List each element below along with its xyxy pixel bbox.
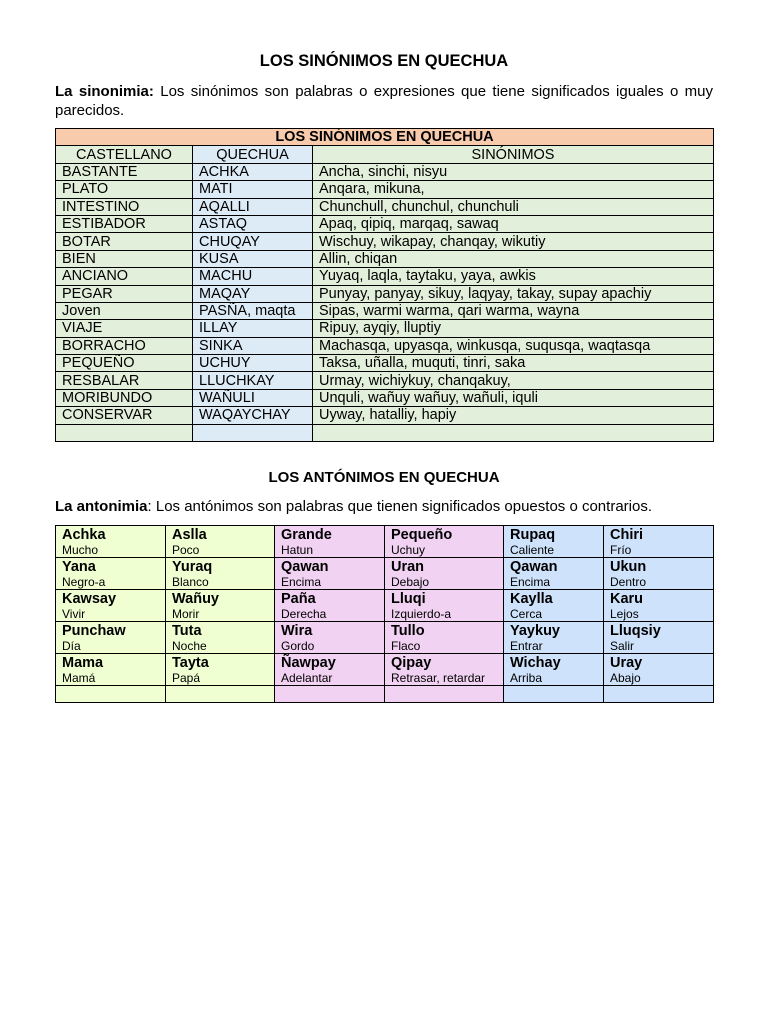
quechua-word: Pequeño	[391, 527, 453, 543]
antonym-cell	[604, 654, 714, 686]
empty-cell	[275, 686, 385, 703]
cell-quechua: ASTAQ	[193, 215, 313, 232]
cell-sinonimos: Taksa, uñalla, muquti, tinri, saka	[313, 355, 714, 372]
quechua-word: Qawan	[281, 559, 329, 575]
table-row	[56, 302, 714, 319]
cell-quechua: LLUCHKAY	[193, 372, 313, 389]
antonym-cell	[385, 590, 504, 622]
table-row	[56, 526, 714, 558]
cell-sinonimos: Uyway, hatalliy, hapiy	[313, 407, 714, 424]
antonym-cell	[604, 590, 714, 622]
cell-quechua: KUSA	[193, 250, 313, 267]
spanish-meaning: Frío	[610, 543, 632, 557]
table-row	[56, 198, 714, 215]
quechua-word: Ñawpay	[281, 655, 336, 671]
quechua-word: Tayta	[172, 655, 209, 671]
empty-cell	[166, 686, 275, 703]
spanish-meaning: Encima	[510, 575, 551, 589]
quechua-word: Aslla	[172, 527, 207, 543]
cell-quechua: UCHUY	[193, 355, 313, 372]
table-row	[56, 163, 714, 180]
antonym-cell	[56, 526, 166, 558]
cell-sinonimos: Allin, chiqan	[313, 250, 714, 267]
spanish-meaning: Hatun	[281, 543, 314, 557]
antonym-cell	[385, 654, 504, 686]
antonym-cell	[504, 654, 604, 686]
spanish-meaning: Encima	[281, 575, 322, 589]
cell-quechua: CHUQAY	[193, 233, 313, 250]
spanish-meaning: Uchuy	[391, 543, 426, 557]
antonym-cell	[504, 622, 604, 654]
column-sinonimos: SINÓNIMOS	[313, 146, 714, 163]
quechua-word: Yuraq	[172, 559, 213, 575]
cell-castellano: BOTAR	[56, 233, 193, 250]
synonym-intro-text: Los sinónimos son palabras o expresiones que tiene significados iguales o muy parecidos.	[55, 83, 713, 119]
cell-quechua: SINKA	[193, 337, 313, 354]
spanish-meaning: Morir	[172, 607, 200, 621]
quechua-word: Uran	[391, 559, 425, 575]
cell-castellano: PLATO	[56, 181, 193, 198]
spanish-meaning: Mamá	[62, 671, 96, 685]
quechua-word: Rupaq	[510, 527, 556, 543]
antonyms-table	[55, 525, 714, 703]
antonym-cell	[504, 558, 604, 590]
antonyms-title: LOS ANTÓNIMOS EN QUECHUA	[268, 469, 500, 486]
quechua-word: Kawsay	[62, 591, 117, 607]
antonym-cell	[504, 590, 604, 622]
empty-cell	[385, 686, 504, 703]
spanish-meaning: Mucho	[62, 543, 99, 557]
antonym-cell	[275, 526, 385, 558]
cell-sinonimos: Ripuy, ayqiy, lluptiy	[313, 320, 714, 337]
quechua-word: Paña	[281, 591, 316, 607]
cell-sinonimos: Ancha, sinchi, nisyu	[313, 163, 714, 180]
quechua-word: Wañuy	[172, 591, 219, 607]
antonym-cell	[275, 558, 385, 590]
table-row	[56, 250, 714, 267]
cell-sinonimos: Yuyaq, laqla, taytaku, yaya, awkis	[313, 268, 714, 285]
spanish-meaning: Caliente	[510, 543, 555, 557]
cell-sinonimos: Chunchull, chunchul, chunchuli	[313, 198, 714, 215]
spanish-meaning: Gordo	[281, 639, 315, 653]
quechua-word: Mama	[62, 655, 104, 671]
cell-quechua: MAQAY	[193, 285, 313, 302]
synonyms-table	[55, 128, 714, 442]
spanish-meaning: Día	[62, 639, 81, 653]
cell-castellano: RESBALAR	[56, 372, 193, 389]
quechua-word: Wichay	[510, 655, 561, 671]
cell-castellano: BIEN	[56, 250, 193, 267]
spanish-meaning: Debajo	[391, 575, 430, 589]
synonyms-table-header: LOS SINÓNIMOS EN QUECHUA	[56, 129, 714, 146]
cell-quechua: WAQAYCHAY	[193, 407, 313, 424]
cell-quechua: MATI	[193, 181, 313, 198]
cell-castellano: ANCIANO	[56, 268, 193, 285]
empty-cell	[313, 424, 714, 441]
quechua-word: Tuta	[172, 623, 202, 639]
page-title: LOS SINÓNIMOS EN QUECHUA	[259, 52, 509, 70]
spanish-meaning: Blanco	[172, 575, 209, 589]
quechua-word: Kaylla	[510, 591, 553, 607]
column-quechua: QUECHUA	[193, 146, 313, 163]
spanish-meaning: Flaco	[391, 639, 421, 653]
cell-quechua: MACHU	[193, 268, 313, 285]
antonym-cell	[56, 654, 166, 686]
antonym-cell	[166, 558, 275, 590]
table-row	[56, 268, 714, 285]
antonym-cell	[56, 622, 166, 654]
synonym-intro	[55, 82, 713, 120]
empty-cell	[604, 686, 714, 703]
spanish-meaning: Abajo	[610, 671, 641, 685]
cell-castellano: ESTIBADOR	[56, 215, 193, 232]
spanish-meaning: Vivir	[62, 607, 86, 621]
antonym-cell	[504, 526, 604, 558]
table-row	[56, 407, 714, 424]
empty-cell	[193, 424, 313, 441]
spanish-meaning: Lejos	[610, 607, 639, 621]
spanish-meaning: Cerca	[510, 607, 543, 621]
antonym-cell	[56, 558, 166, 590]
antonym-cell	[604, 558, 714, 590]
antonym-cell	[166, 622, 275, 654]
table-row	[56, 320, 714, 337]
quechua-word: Wira	[281, 623, 313, 639]
spanish-meaning: Papá	[172, 671, 201, 685]
cell-sinonimos: Sipas, warmi warma, qari warma, wayna	[313, 302, 714, 319]
quechua-word: Ukun	[610, 559, 647, 575]
antonym-cell	[166, 526, 275, 558]
table-row	[56, 337, 714, 354]
quechua-word: Qawan	[510, 559, 558, 575]
table-row	[56, 654, 714, 686]
table-row	[56, 285, 714, 302]
cell-castellano: Joven	[56, 302, 193, 319]
table-row	[56, 233, 714, 250]
spanish-meaning: Entrar	[510, 639, 543, 653]
quechua-word: Punchaw	[62, 623, 126, 639]
quechua-word: Achka	[62, 527, 106, 543]
synonyms-table-header-row	[56, 129, 714, 146]
antonym-cell	[604, 622, 714, 654]
spanish-meaning: Derecha	[281, 607, 327, 621]
spanish-meaning: Izquierdo-a	[391, 607, 452, 621]
spanish-meaning: Dentro	[610, 575, 647, 589]
cell-quechua: AQALLI	[193, 198, 313, 215]
cell-sinonimos: Unquli, wañuy wañuy, wañuli, iquli	[313, 389, 714, 406]
antonym-intro	[55, 497, 713, 516]
cell-sinonimos: Anqara, mikuna,	[313, 181, 714, 198]
spanish-meaning: Salir	[610, 639, 635, 653]
synonyms-table-columns	[56, 146, 714, 163]
quechua-word: Chiri	[610, 527, 644, 543]
cell-castellano: CONSERVAR	[56, 407, 193, 424]
spanish-meaning: Negro-a	[62, 575, 106, 589]
antonym-cell	[385, 622, 504, 654]
cell-castellano: VIAJE	[56, 320, 193, 337]
synonym-intro-label: La sinonimia:	[55, 83, 154, 100]
quechua-word: Tullo	[391, 623, 425, 639]
table-row	[56, 181, 714, 198]
antonym-cell	[56, 590, 166, 622]
quechua-word: Grande	[281, 527, 332, 543]
cell-quechua: WAÑULI	[193, 389, 313, 406]
table-row	[56, 558, 714, 590]
cell-sinonimos: Punyay, panyay, sikuy, laqyay, takay, supay apachiy	[313, 285, 714, 302]
table-row	[56, 355, 714, 372]
spanish-meaning: Arriba	[510, 671, 543, 685]
antonym-intro-text: : Los antónimos son palabras que tienen significados opuestos o contrarios.	[147, 498, 652, 515]
empty-cell	[504, 686, 604, 703]
quechua-word: Uray	[610, 655, 643, 671]
antonym-cell	[275, 654, 385, 686]
cell-castellano: PEGAR	[56, 285, 193, 302]
cell-castellano: PEQUEÑO	[56, 355, 193, 372]
cell-sinonimos: Urmay, wichiykuy, chanqakuy,	[313, 372, 714, 389]
table-row	[56, 622, 714, 654]
table-row	[56, 215, 714, 232]
cell-quechua: ILLAY	[193, 320, 313, 337]
column-castellano: CASTELLANO	[56, 146, 193, 163]
antonym-cell	[166, 654, 275, 686]
antonym-intro-label: La antonimia	[55, 498, 148, 515]
table-row-empty	[56, 424, 714, 441]
cell-sinonimos: Machasqa, upyasqa, winkusqa, suqusqa, waqtasqa	[313, 337, 714, 354]
antonym-cell	[166, 590, 275, 622]
empty-cell	[56, 686, 166, 703]
antonym-cell	[385, 558, 504, 590]
empty-cell	[56, 424, 193, 441]
quechua-word: Yana	[62, 559, 96, 575]
quechua-word: Yaykuy	[510, 623, 560, 639]
antonym-cell	[385, 526, 504, 558]
cell-castellano: BORRACHO	[56, 337, 193, 354]
cell-quechua: ACHKA	[193, 163, 313, 180]
cell-quechua: PASÑA, maqta	[193, 302, 313, 319]
table-row	[56, 590, 714, 622]
spanish-meaning: Noche	[172, 639, 207, 653]
cell-castellano: INTESTINO	[56, 198, 193, 215]
antonym-cell	[604, 526, 714, 558]
table-row	[56, 372, 714, 389]
spanish-meaning: Retrasar, retardar	[391, 671, 486, 685]
quechua-word: Qipay	[391, 655, 432, 671]
antonym-cell	[275, 622, 385, 654]
quechua-word: Lluqi	[391, 591, 426, 607]
antonym-cell	[275, 590, 385, 622]
cell-castellano: MORIBUNDO	[56, 389, 193, 406]
spanish-meaning: Adelantar	[281, 671, 333, 685]
table-row-empty	[56, 686, 714, 703]
spanish-meaning: Poco	[172, 543, 200, 557]
cell-sinonimos: Apaq, qipiq, marqaq, sawaq	[313, 215, 714, 232]
table-row	[56, 389, 714, 406]
quechua-word: Karu	[610, 591, 644, 607]
cell-sinonimos: Wischuy, wikapay, chanqay, wikutiy	[313, 233, 714, 250]
cell-castellano: BASTANTE	[56, 163, 193, 180]
quechua-word: Lluqsiy	[610, 623, 661, 639]
